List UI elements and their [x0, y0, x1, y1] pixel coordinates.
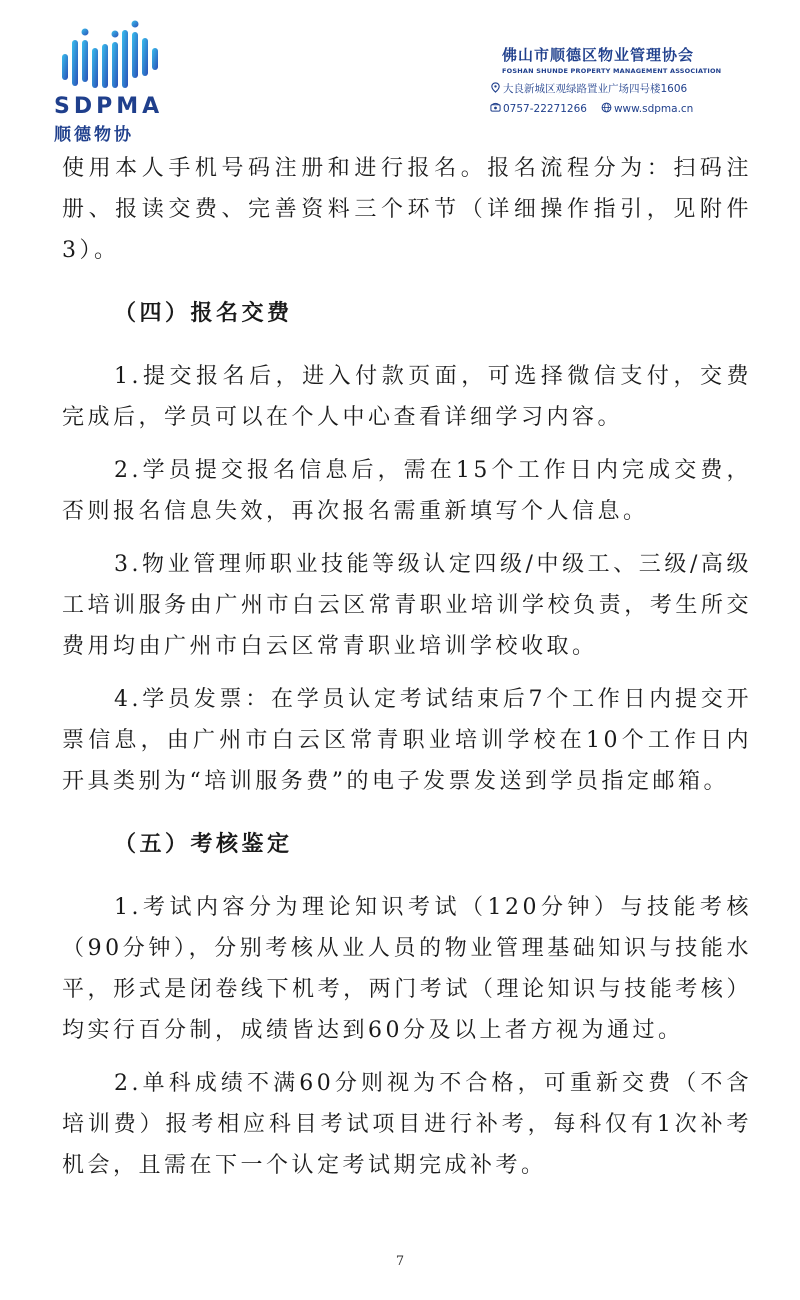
address-text: 大良新城区观绿路置业广场四号楼1606 [503, 83, 688, 95]
paragraph-intro: 使用本人手机号码注册和进行报名。报名流程分为：扫码注册、报读交费、完善资料三个环节（详细操作指引，见附件3）。 [62, 156, 752, 263]
association-name: 佛山市顺德区物业管理协会 [502, 46, 695, 64]
letterhead [0, 0, 800, 150]
logo-chinese-text: 顺德物协 [54, 125, 134, 145]
section-heading-registration-fee: （四）报名交费 [114, 300, 293, 326]
association-name-en: FOSHAN SHUNDE PROPERTY MANAGEMENT ASSOCIATION [502, 67, 722, 75]
globe-icon [601, 102, 612, 113]
section-heading-assessment: （五）考核鉴定 [114, 831, 293, 857]
location-pin-icon [490, 82, 501, 93]
paragraph-4-2: 2.学员提交报名信息后，需在15个工作日内完成交费，否则报名信息失效，再次报名需重新填写个人信息。 [62, 458, 752, 524]
phone-icon [490, 102, 501, 113]
website-text: www.sdpma.cn [613, 103, 694, 115]
sdpma-logo [52, 18, 164, 145]
paragraph-4-1: 1.提交报名后，进入付款页面，可选择微信支付，交费完成后，学员可以在个人中心查看详细学习内容。 [62, 364, 752, 430]
paragraph-5-2: 2.单科成绩不满60分则视为不合格，可重新交费（不含培训费）报考相应科目考试项目进行补考，每科仅有1次补考机会，且需在下一个认定考试期完成补考。 [62, 1071, 752, 1178]
paragraph-4-4: 4.学员发票：在学员认定考试结束后7个工作日内提交开票信息，由广州市白云区常青职业培训学校在10个工作日内开具类别为“培训服务费”的电子发票发送到学员指定邮箱。 [62, 687, 752, 794]
contact-line [490, 102, 750, 115]
document-body [62, 148, 752, 1186]
paragraph-4-3: 3.物业管理师职业技能等级认定四级/中级工、三级/高级工培训服务由广州市白云区常青职业培训学校负责，考生所交费用均由广州市白云区常青职业培训学校收取。 [62, 552, 752, 659]
logo-latin-text: SDPMA [54, 94, 164, 119]
page-number: 7 [395, 1254, 405, 1269]
address-line [490, 81, 750, 96]
paragraph-5-1: 1.考试内容分为理论知识考试（120分钟）与技能考核（90分钟），分别考核从业人员的物业管理基础知识与技能水平，形式是闭卷线下机考，两门考试（理论知识与技能考核）均实行百分制，成绩皆达到60分及以上者方视为通过。 [62, 895, 752, 1043]
association-info [490, 44, 750, 115]
phone-text: 0757-22271266 [503, 103, 587, 115]
logo-mark-icon [60, 18, 160, 92]
